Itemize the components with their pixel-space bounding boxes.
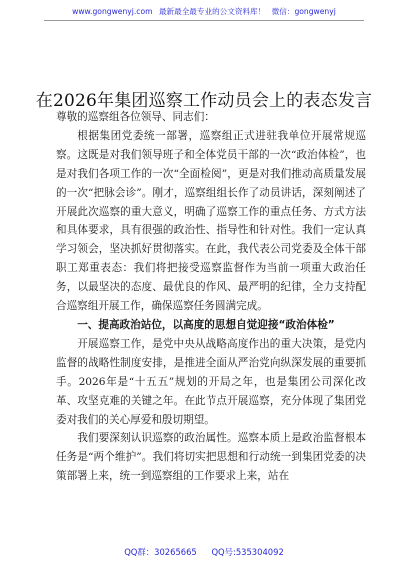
footer-qq-group: QQ群：30265665 [124,547,197,557]
document-body [56,108,366,486]
salutation: 尊敬的巡察组各位领导、同志们： [56,111,215,123]
intro-paragraph: 根据集团党委统一部署，巡察组正式进驻我单位开展常规巡察。这既是对我们领导班子和全体党员干部的一次“政治体检”，也是对我们各项工作的一次“全面检阅”，更是对我们推动高质量发展的一次“把脉会诊”。刚才，巡察组组长作了动员讲话，深刻阐述了开展此次巡察的重大意义，明确了巡察工作的重点任务、方式方法和具体要求，具有很强的政治性、指导性和针对性。我们一定认真学习领会，坚决抓好贯彻落实。在此，我代表公司党委及全体干部职工郑重表态：我们将把接受巡察监督作为当前一项重大政治任务，以最坚决的态度、最优良的作风、最严明的纪律，全力支持配合巡察组开展工作，确保巡察任务圆满完成。 [56,129,366,313]
page-footer [0,546,408,558]
section-paragraph: 开展巡察工作，是党中央从战略高度作出的重大决策，是党内监督的战略性制度安排，是推进全面从严治党向纵深发展的重要抓手。2026年是“十五五”规划的开局之年，也是集团公司深化改革、攻坚克难的关键之年。在此节点开展巡察，充分体现了集团党委对我们的关心厚爱和殷切期望。 [56,337,366,426]
document-title: 在2026年集团巡察工作动员会上的表态发言 [35,91,373,111]
section-heading: 一、提高政治站位，以高度的思想自觉迎接“政治体检” [77,318,335,331]
footer-qq-number: QQ号:535304092 [211,547,284,557]
header-site-link[interactable]: www.gongwenyj.com [72,7,153,16]
header-slogan: 最新最全最专业的公文资料库！ [158,7,266,16]
section-paragraph: 我们要深刻认识巡察的政治属性。巡察本质上是政治监督根本任务是“两个维护”。我们将切实把思想和行动统一到集团党委的决策部署上来，统一到巡察组的工作要求上来，站在 [56,432,366,483]
header-divider [44,20,364,21]
header-wechat: 微信：gongwenyj [271,7,336,16]
page-header [0,6,408,17]
